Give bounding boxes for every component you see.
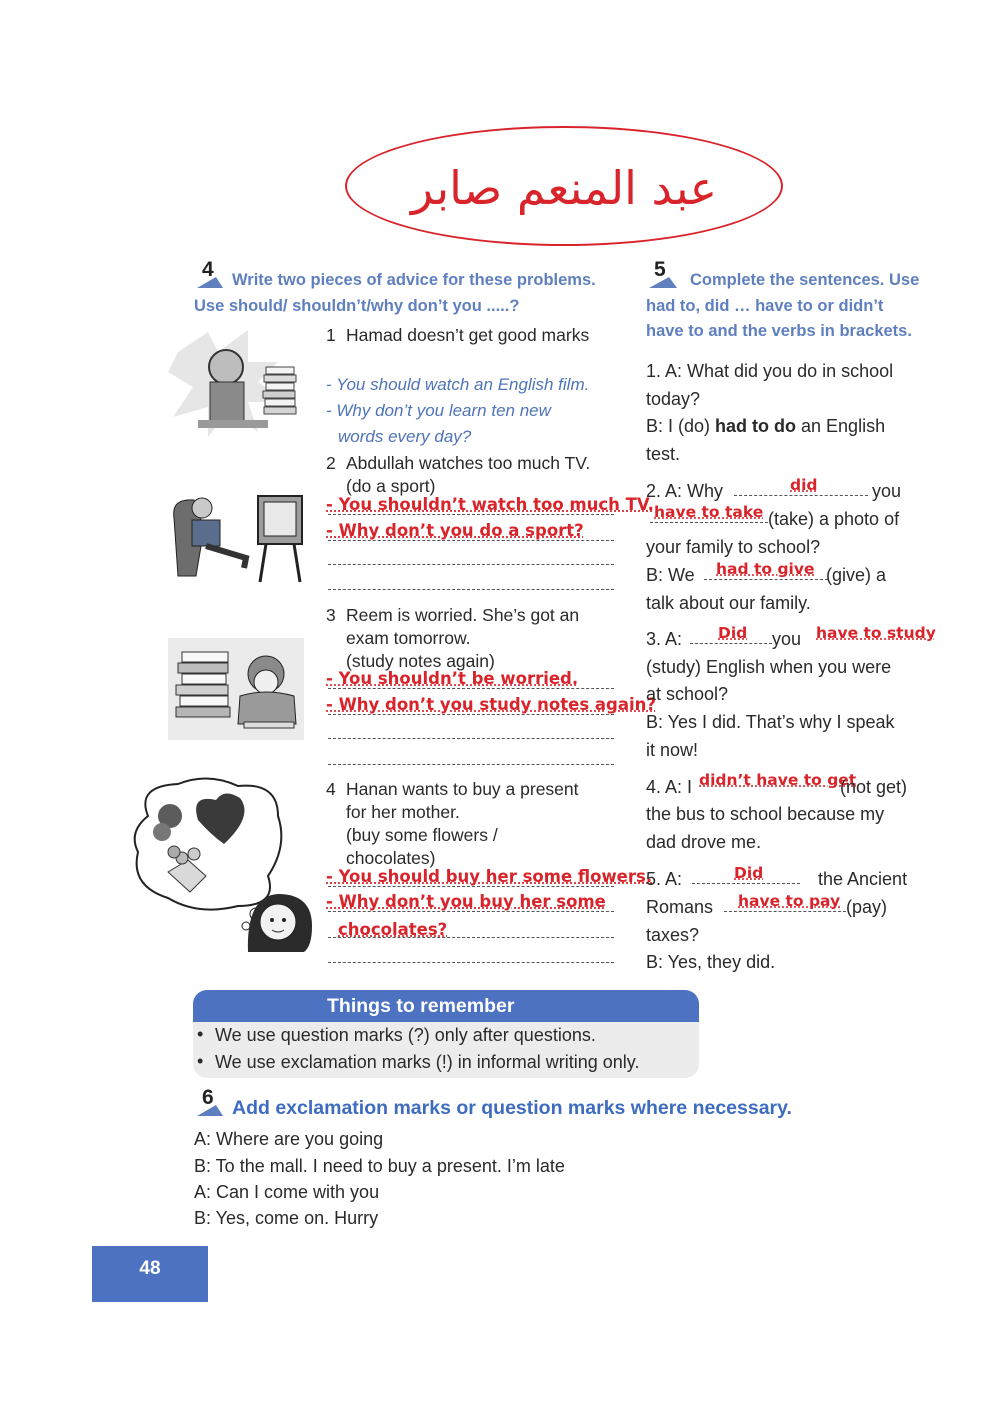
- things-to-remember-title: [193, 990, 699, 1022]
- ex4-item-1-example-1: - You should watch an English film.: [326, 375, 590, 394]
- ex4-item-4-prompt-4: chocolates): [346, 848, 436, 868]
- ex4-item-3-answer-2: - Why don’t you study notes again?: [326, 695, 656, 714]
- ex6-line-2: B: To the mall. I need to buy a present. I’m late: [194, 1156, 565, 1176]
- ex5-s5-line-3: taxes?: [646, 925, 700, 945]
- ex4-item-2-prompt-2: (do a sport): [346, 476, 436, 496]
- ex5-s3-line-5: it now!: [646, 740, 699, 760]
- ex4-item-1-example-3: words every day?: [338, 427, 472, 446]
- ex4-item-4-answer-1: - You should buy her some flowers.: [326, 867, 653, 886]
- ex5-s2-answer-3: had to give: [716, 560, 815, 578]
- exercise-4-instruction-line-2: Use should/ shouldn’t/why don’t you .....?: [194, 297, 520, 315]
- ex5-s3-answer-1: Did: [718, 624, 748, 642]
- illustration-stressed-boy: [168, 322, 304, 440]
- ex5-s2-line-3: your family to school?: [646, 537, 821, 557]
- ex5-s4-a-pre: 4. A: I: [646, 777, 693, 797]
- ex5-s1-b-bold: had to do: [715, 416, 797, 436]
- answer-line: [328, 589, 614, 590]
- ex4-item-1-number: 1: [326, 325, 336, 345]
- exercise-5-instruction-line-3: have to and the verbs in brackets.: [646, 322, 912, 340]
- ex5-s3-a-pre: 3. A:: [646, 629, 683, 649]
- ex5-s2-b-pre: B: We: [646, 565, 695, 585]
- pencil-icon: [196, 1102, 224, 1118]
- answer-line: [692, 883, 800, 884]
- illustration-girl-thinking-gifts: [128, 776, 314, 952]
- ex5-s1-line-3: [646, 413, 885, 441]
- ex5-s5-line-4: B: Yes, they did.: [646, 952, 776, 972]
- remember-bullet-2: •: [197, 1051, 204, 1071]
- answer-line: [328, 911, 614, 912]
- ex4-item-3-prompt-2: exam tomorrow.: [346, 628, 471, 648]
- remember-item-2: We use exclamation marks (!) in informal writing only.: [215, 1052, 640, 1072]
- ex5-s2-b-post: (give) a: [826, 565, 887, 585]
- ex5-s5-a-pre: 5. A:: [646, 869, 683, 889]
- answer-line: [650, 522, 768, 523]
- ex5-s3-line-3: at school?: [646, 684, 729, 704]
- illustration-boy-watching-tv: [166, 488, 310, 586]
- ex4-item-1-prompt: Hamad doesn’t get good marks: [346, 325, 590, 345]
- ex5-s2-a-post: you: [872, 481, 902, 501]
- ex4-item-4-prompt-3: (buy some flowers /: [346, 825, 498, 845]
- ex4-item-4-number: 4: [326, 779, 336, 799]
- ex5-s5-a-post: the Ancient: [818, 869, 908, 889]
- ex6-line-1: A: Where are you going: [194, 1129, 384, 1149]
- watermark-text: عبد المنعم صابر: [410, 161, 718, 215]
- ex5-s1-b-post: an English: [796, 416, 886, 436]
- ex5-s5-l2-post: (pay): [846, 897, 888, 917]
- ex4-item-4-prompt-1: Hanan wants to buy a present: [346, 779, 579, 799]
- exercise-number: 4: [202, 258, 214, 281]
- ex4-item-2-answer-1: - You shouldn’t watch too much TV.: [326, 495, 654, 514]
- ex5-s5-l2-pre: Romans: [646, 897, 714, 917]
- answer-line: [690, 643, 772, 644]
- ex5-s1-line-2: today?: [646, 389, 701, 409]
- ex6-line-4: B: Yes, come on. Hurry: [194, 1208, 379, 1228]
- ex5-s1-line-4: test.: [646, 444, 681, 464]
- ex5-s4-line-3: dad drove me.: [646, 832, 762, 852]
- page-number: 48: [92, 1246, 208, 1302]
- ex4-item-3-number: 3: [326, 605, 336, 625]
- ex5-s1-b-pre: B: I (do): [646, 416, 716, 436]
- answer-line: [328, 962, 614, 963]
- ex5-s4-a-post: (not get): [840, 777, 908, 797]
- ex5-s2-take: (take) a photo of: [768, 509, 900, 529]
- ex5-s3-line-4: B: Yes I did. That’s why I speak: [646, 712, 895, 732]
- exercise-5-instruction-line-1: Complete the sentences. Use: [690, 271, 920, 289]
- ex5-s5-answer-1: Did: [734, 864, 764, 882]
- remember-item-1: We use question marks (?) only after questions.: [215, 1025, 596, 1045]
- ex4-item-3-prompt-3: (study notes again): [346, 651, 495, 671]
- exercise-6-instruction: Add exclamation marks or question marks where necessary.: [232, 1097, 792, 1119]
- exercise-4-instruction-line-1: Write two pieces of advice for these problems.: [232, 271, 596, 289]
- pencil-icon: [196, 274, 224, 290]
- things-to-remember-title-text: Things to remember: [327, 995, 515, 1017]
- ex4-item-3-answer-1: - You shouldn’t be worried.: [326, 669, 579, 688]
- ex5-s3-mid: you: [772, 629, 802, 649]
- answer-line: [328, 738, 614, 739]
- exercise-number: 5: [654, 258, 666, 281]
- ex4-item-4-answer-2: - Why don’t you buy her some: [326, 892, 606, 911]
- exercise-number: 6: [202, 1086, 214, 1109]
- ex4-item-3-prompt-1: Reem is worried. She’s got an: [346, 605, 580, 625]
- ex4-item-4-prompt-2: for her mother.: [346, 802, 460, 822]
- remember-bullet-1: •: [197, 1024, 204, 1044]
- ex5-s2-line-5: talk about our family.: [646, 593, 811, 613]
- ex5-s5-answer-2: have to pay: [738, 892, 841, 910]
- pencil-icon: [648, 274, 678, 290]
- answer-line: [724, 911, 846, 912]
- ex5-s1-line-1: 1. A: What did you do in school: [646, 361, 894, 381]
- ex4-item-2-number: 2: [326, 453, 336, 473]
- answer-line: [328, 514, 614, 515]
- answer-line: [328, 540, 614, 541]
- exercise-5-instruction-line-2: had to, did … have to or didn’t: [646, 297, 884, 315]
- answer-line: [328, 764, 614, 765]
- ex4-item-4-answer-3: chocolates?: [338, 920, 448, 939]
- answer-line: [328, 688, 614, 689]
- ex5-s2-a-pre: 2. A: Why: [646, 481, 724, 501]
- illustration-worried-girl: [168, 638, 304, 740]
- ex4-item-2-prompt-1: Abdullah watches too much TV.: [346, 453, 591, 473]
- answer-line: [704, 579, 828, 580]
- answer-line: [328, 564, 614, 565]
- ex5-s4-line-2: the bus to school because my: [646, 804, 885, 824]
- ex5-s2-answer-2: have to take: [654, 503, 764, 521]
- ex5-s3-line-2: (study) English when you were: [646, 657, 892, 677]
- ex5-s3-answer-2: have to study: [816, 624, 936, 642]
- ex5-s2-answer-1: did: [790, 476, 818, 494]
- answer-line: [328, 886, 614, 887]
- ex6-line-3: A: Can I come with you: [194, 1182, 380, 1202]
- ex4-item-2-answer-2: - Why don’t you do a sport?: [326, 521, 584, 540]
- ex5-s4-answer: didn’t have to get: [699, 771, 857, 789]
- ex4-item-1-example-2: - Why don’t you learn ten new: [326, 401, 551, 420]
- answer-line: [328, 714, 614, 715]
- answer-line: [734, 495, 868, 496]
